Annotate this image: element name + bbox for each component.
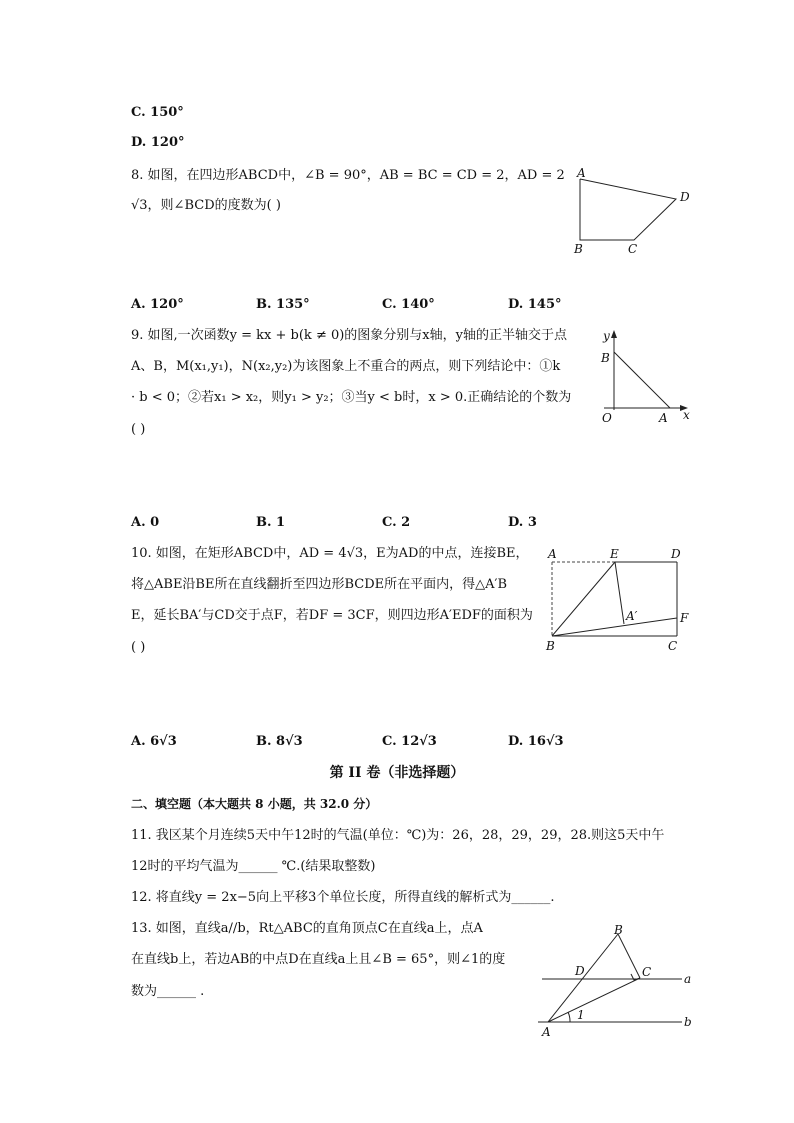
q9-label-y: y bbox=[603, 329, 610, 343]
q13-line3: 数为______ . bbox=[131, 984, 205, 999]
q10-label-c: C bbox=[668, 639, 678, 653]
q9-label-b: B bbox=[601, 351, 610, 365]
q8-option-b: B. 135° bbox=[256, 297, 310, 312]
q8-label-b: B bbox=[574, 242, 583, 256]
q10-label-b: B bbox=[546, 639, 555, 653]
q9-line4: ( ) bbox=[131, 422, 146, 437]
q10-line4: ( ) bbox=[131, 640, 146, 655]
q13-label-d: D bbox=[575, 964, 585, 978]
q12-line1: 12. 将直线y = 2x−5向上平移3个单位长度，所得直线的解析式为______. bbox=[131, 890, 555, 905]
q9-figure bbox=[596, 326, 696, 426]
q13-label-b: B bbox=[614, 923, 623, 937]
q10-figure bbox=[540, 544, 696, 656]
section-heading: 二、填空题（本大题共 8 小题，共 32.0 分） bbox=[131, 797, 378, 811]
q8-label-a: A bbox=[577, 166, 586, 180]
q13-label-c: C bbox=[642, 965, 652, 979]
q9-line2: A、B，M(x₁,y₁)，N(x₂,y₂)为该图象上不重合的两点，则下列结论中：①k bbox=[131, 359, 561, 374]
q10-label-e: E bbox=[610, 547, 619, 561]
q8-line2: √3，则∠BCD的度数为( ) bbox=[131, 198, 281, 213]
option-c-q7: C. 150° bbox=[131, 105, 184, 120]
q8-figure bbox=[568, 165, 698, 260]
q8-option-d: D. 145° bbox=[508, 297, 562, 312]
q9-label-a: A bbox=[659, 411, 668, 425]
q13-label-angle-1: 1 bbox=[577, 1008, 585, 1022]
q8-option-c: C. 140° bbox=[382, 297, 435, 312]
q9-option-d: D. 3 bbox=[508, 515, 537, 530]
q10-label-d: D bbox=[671, 547, 681, 561]
q10-line3: E，延长BA′与CD交于点F，若DF = 3CF，则四边形A′EDF的面积为 bbox=[131, 608, 533, 623]
q8-label-d: D bbox=[680, 190, 690, 204]
q11-line2: 12时的平均气温为______ ℃.(结果取整数) bbox=[131, 859, 376, 874]
section-title: 第 II 卷（非选择题） bbox=[329, 765, 465, 781]
q8-label-c: C bbox=[628, 242, 638, 256]
q8-line1: 8. 如图，在四边形ABCD中，∠B = 90°，AB = BC = CD = 2，AD = 2 bbox=[131, 168, 565, 183]
q13-label-line-b: b bbox=[684, 1015, 692, 1029]
q10-label-a-prime: A′ bbox=[626, 609, 638, 623]
q13-label-a: A bbox=[542, 1025, 551, 1039]
q10-line2: 将△ABE沿BE所在直线翻折至四边形BCDE所在平面内，得△A′B bbox=[131, 577, 508, 592]
q13-label-line-a: a bbox=[684, 972, 692, 986]
q10-option-b: B. 8√3 bbox=[256, 734, 303, 749]
q13-line2: 在直线b上，若边AB的中点D在直线a上且∠B = 65°，则∠1的度 bbox=[131, 952, 506, 967]
q13-figure bbox=[532, 918, 702, 1042]
q9-line3: · b < 0；②若x₁ > x₂，则y₁ > y₂；③当y < b时，x > 0.正确结论的个数为 bbox=[131, 390, 572, 405]
q10-label-a: A bbox=[548, 547, 557, 561]
q10-option-c: C. 12√3 bbox=[382, 734, 437, 749]
q9-option-b: B. 1 bbox=[256, 515, 286, 530]
q10-option-d: D. 16√3 bbox=[508, 734, 564, 749]
q10-option-a: A. 6√3 bbox=[131, 734, 177, 749]
q8-option-a: A. 120° bbox=[131, 297, 184, 312]
q13-line1: 13. 如图，直线a//b，Rt△ABC的直角顶点C在直线a上，点A bbox=[131, 921, 483, 936]
q9-label-x: x bbox=[683, 408, 690, 422]
q10-label-f: F bbox=[680, 611, 689, 625]
q11-line1: 11. 我区某个月连续5天中午12时的气温(单位：℃)为：26，28，29，29，28.则这5天中午 bbox=[131, 828, 665, 843]
option-d-q7: D. 120° bbox=[131, 135, 185, 150]
q9-line1: 9. 如图,一次函数y = kx + b(k ≠ 0)的图象分别与x轴，y轴的正半轴交于点 bbox=[131, 328, 567, 343]
q9-option-c: C. 2 bbox=[382, 515, 411, 530]
q9-label-o: O bbox=[602, 411, 612, 425]
q10-line1: 10. 如图，在矩形ABCD中，AD = 4√3，E为AD的中点，连接BE， bbox=[131, 546, 529, 561]
q9-option-a: A. 0 bbox=[131, 515, 160, 530]
